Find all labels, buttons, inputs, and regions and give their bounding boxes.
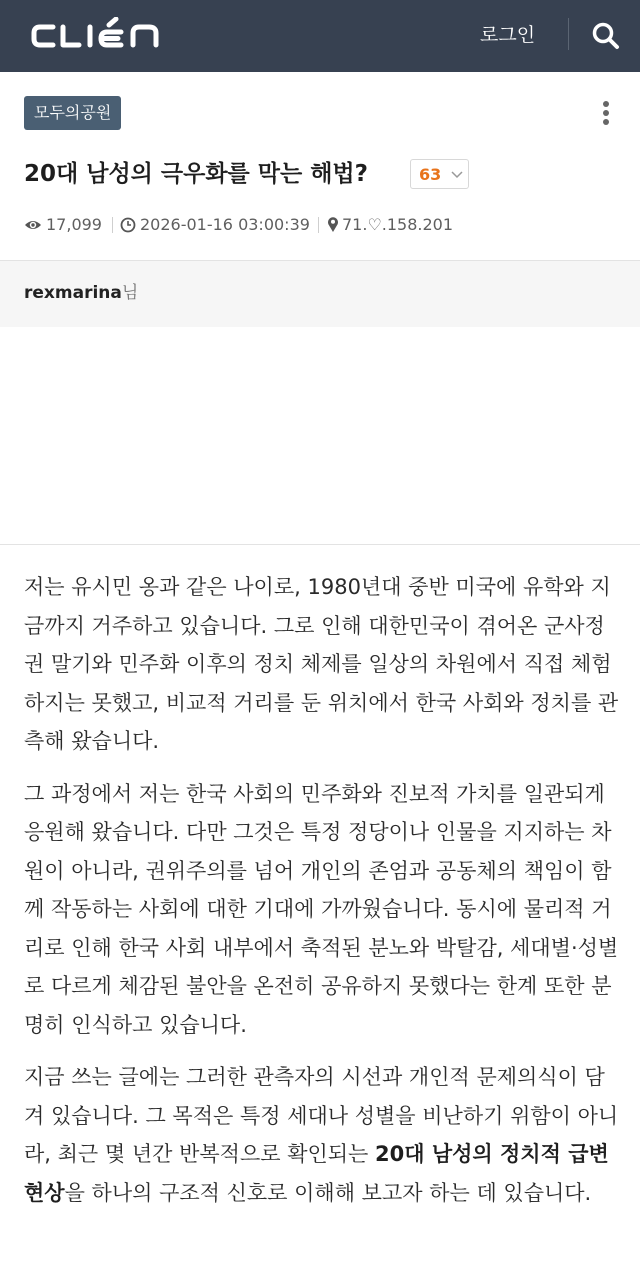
- meta-divider: [318, 217, 319, 233]
- author-nickname[interactable]: rexmarina: [24, 283, 122, 303]
- reply-count: 63: [419, 165, 442, 184]
- chevron-down-icon: [451, 170, 463, 180]
- meta-divider: [112, 217, 113, 233]
- view-count-text: 17,099: [46, 215, 102, 234]
- author-bar: [0, 261, 640, 327]
- post-datetime: [120, 213, 320, 237]
- author-suffix: 님: [121, 283, 139, 303]
- paragraph: 그 과정에서 저는 한국 사회의 민주화와 진보적 가치를 일관되게 응원해 왔습니다. 다만 그것은 특정 정당이나 인물을 지지하는 차원이 아니라, 권위주의를 넘어 개인의 존엄과 공동체의 책임이 함께 작동하는 사회에 대한 기대에 가까웠습니다. 동시에 물리적 거리로 인해 한국 사회 내부에서 축적된 분노와 박탈감, 세대별·성별로 다르게 체감된 불안을 온전히 공유하지 못했다는 한계 또한 분명히 인식하고 있습니다.: [24, 781, 619, 1037]
- bold-highlight: 20대 남성의 정치적 급변 현상: [24, 1142, 609, 1205]
- reply-count-button[interactable]: [410, 159, 469, 189]
- post-content: [24, 568, 620, 1212]
- view-count: [24, 213, 114, 237]
- clock-icon: [120, 217, 136, 233]
- divider: [0, 544, 640, 545]
- author-ip: [327, 213, 467, 237]
- nav-divider: [568, 18, 569, 50]
- ad-blank-area: [0, 327, 640, 544]
- paragraph: [24, 1058, 620, 1212]
- search-icon[interactable]: [590, 20, 622, 52]
- post-title: 20대 남성의 극우화를 막는 해법?: [24, 161, 368, 187]
- clien-logo[interactable]: [30, 17, 162, 53]
- location-pin-icon: [327, 216, 339, 233]
- category-badge[interactable]: 모두의공원: [24, 96, 121, 130]
- paragraph-text: 을 하나의 구조적 신호로 이해해 보고자 하는 데 있습니다.: [64, 1180, 592, 1205]
- top-nav-bar: [0, 0, 640, 72]
- login-link[interactable]: 로그인: [480, 24, 536, 46]
- ip-text: 71.♡.158.201: [342, 215, 454, 234]
- datetime-text: 2026-01-16 03:00:39: [140, 215, 310, 234]
- paragraph-text: 지금 쓰는 글에는 그러한 관측자의 시선과 개인적 문제의식이 담겨 있습니다. 그 목적은 특정 세대나 성별을 비난하기 위함이 아니라, 최근 몇 년간 반복적으로 확인되는: [24, 1065, 619, 1166]
- author-info[interactable]: [24, 281, 138, 305]
- eye-icon: [24, 217, 42, 233]
- paragraph: 저는 유시민 옹과 같은 나이로, 1980년대 중반 미국에 유학와 지금까지 거주하고 있습니다. 그로 인해 대한민국이 겪어온 군사정권 말기와 민주화 이후의 정치 체제를 일상의 차원에서 직접 체험하지는 못했고, 비교적 거리를 둔 위치에서 한국 사회와 정치를 관측해 왔습니다.: [24, 575, 619, 753]
- more-options-icon[interactable]: [596, 98, 616, 128]
